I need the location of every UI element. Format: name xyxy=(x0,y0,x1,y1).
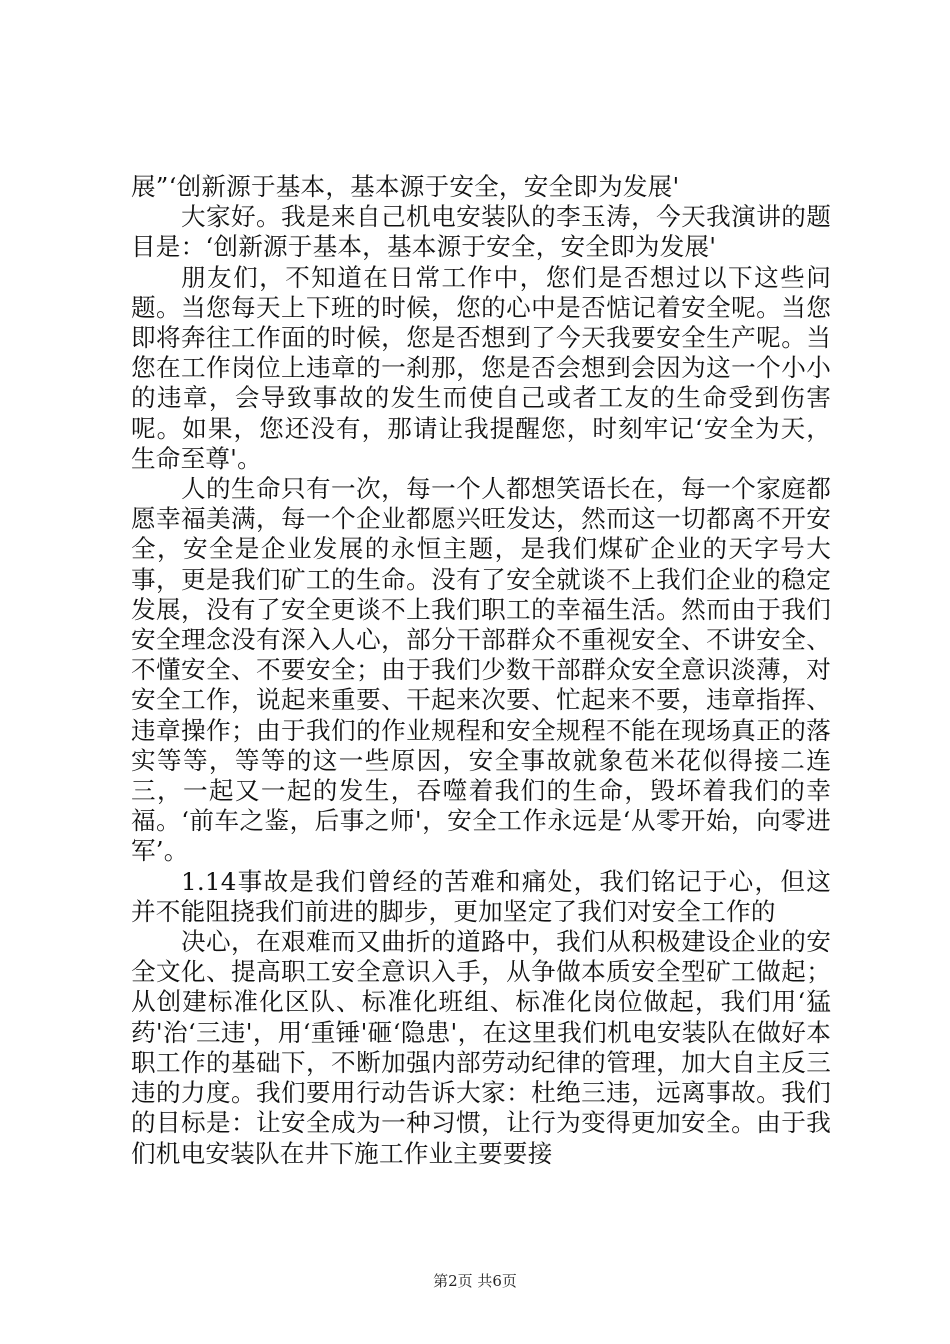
document-body xyxy=(131,172,831,1169)
paragraph-continuation: 展”‘创新源于基本，基本源于安全，安全即为发展' xyxy=(131,172,680,201)
paragraph-determination: 决心，在艰难而又曲折的道路中，我们从积极建设企业的安全文化、提高职工安全意识入手，从争做本质安全型矿工做起；从创建标准化区队、标准化班组、标准化岗位做起，我们用‘猛药'治‘三违'，用‘重锤'砸‘隐患'，在这里我们机电安装队在做好本职工作的基础下，不断加强内部劳动纪律的管理，加大自主反三违的力度。我们要用行动告诉大家：杜绝三违，远离事故。我们的目标是：让安全成为一种习惯，让行为变得更加安全。由于我们机电安装队在井下施工作业主要要接 xyxy=(131,927,831,1168)
paragraph-life: 人的生命只有一次，每一个人都想笑语长在，每一个家庭都愿幸福美满，每一个企业都愿兴旺发达，然而这一切都离不开安全，安全是企业发展的永恒主题，是我们煤矿企业的天字号大事，更是我们矿工的生命。没有了安全就谈不上我们企业的稳定发展，没有了安全更谈不上我们职工的幸福生活。然而由于我们安全理念没有深入人心，部分干部群众不重视安全、不讲安全、不懂安全、不要安全；由于我们少数干部群众安全意识淡薄，对安全工作，说起来重要、干起来次要、忙起来不要，违章指挥、违章操作；由于我们的作业规程和安全规程不能在现场真正的落实等等，等等的这一些原因，安全事故就象苞米花似得接二连三，一起又一起的发生，吞噬着我们的生命，毁坏着我们的幸福。‘前车之鉴，后事之师'，安全工作永远是‘从零开始，向零进军’。 xyxy=(131,474,831,866)
page-number: 第2页 共6页 xyxy=(433,1272,517,1290)
paragraph-greeting: 大家好。我是来自己机电安装队的李玉涛，今天我演讲的题目是：‘创新源于基本，基本源于安全，安全即为发展' xyxy=(131,202,831,262)
paragraph-accident: 1.14事故是我们曾经的苦难和痛处，我们铭记于心，但这并不能阻挠我们前进的脚步，更加坚定了我们对安全工作的 xyxy=(131,866,831,926)
paragraph-friends: 朋友们，不知道在日常工作中，您们是否想过以下这些问题。当您每天上下班的时候，您的心中是否惦记着安全呢。当您即将奔往工作面的时候，您是否想到了今天我要安全生产呢。当您在工作岗位上违章的一刹那，您是否会想到会因为这一个小小的违章，会导致事故的发生而使自己或者工友的生命受到伤害呢。如果，您还没有，那请让我提醒您，时刻牢记‘安全为天，生命至尊'。 xyxy=(131,262,831,473)
